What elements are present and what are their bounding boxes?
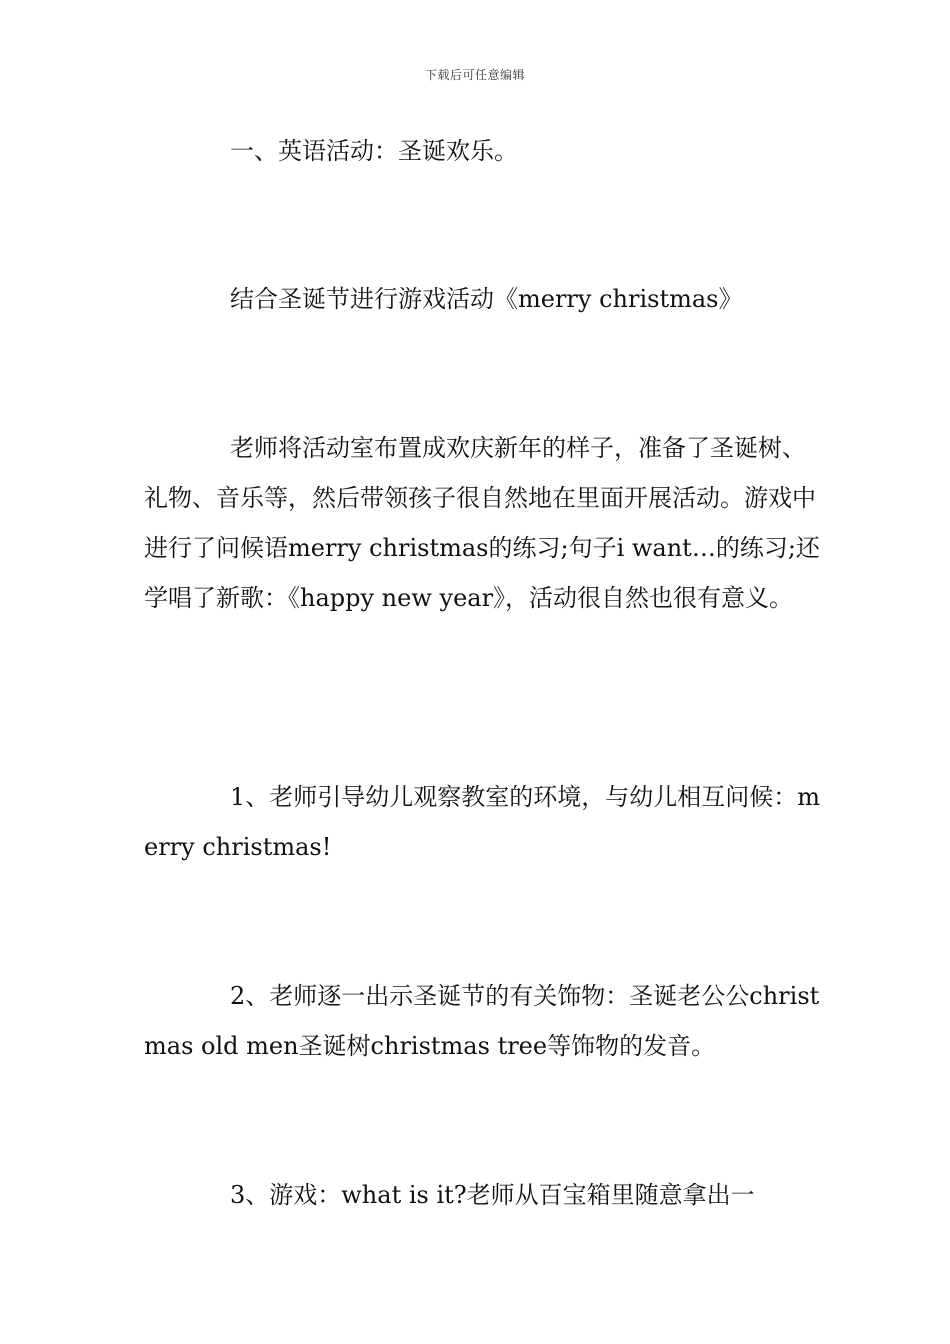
step-3: 3、游戏：what is it?老师从百宝箱里随意拿出一 — [230, 1181, 755, 1209]
header-note: 下载后可任意编辑 — [424, 68, 525, 82]
section-heading: 一、英语活动：圣诞欢乐。 — [230, 137, 518, 165]
step-2: 2、老师逐一出示圣诞节的有关饰物：圣诞老公公christmas old men圣诞树christmas tree等饰物的发音。 — [144, 982, 820, 1060]
intro-line: 结合圣诞节进行游戏活动《merry christmas》 — [230, 285, 743, 313]
paragraph-description: 老师将活动室布置成欢庆新年的样子，准备了圣诞树、礼物、音乐等，然后带领孩子很自然地在里面开展活动。游戏中进行了问候语merry christmas的练习;句子i want…的练习;还学唱了新歌：《happy new year》，活动很自然也很有意义。 — [144, 434, 820, 612]
step-1: 1、老师引导幼儿观察教室的环境，与幼儿相互问候：merry christmas! — [144, 783, 821, 861]
